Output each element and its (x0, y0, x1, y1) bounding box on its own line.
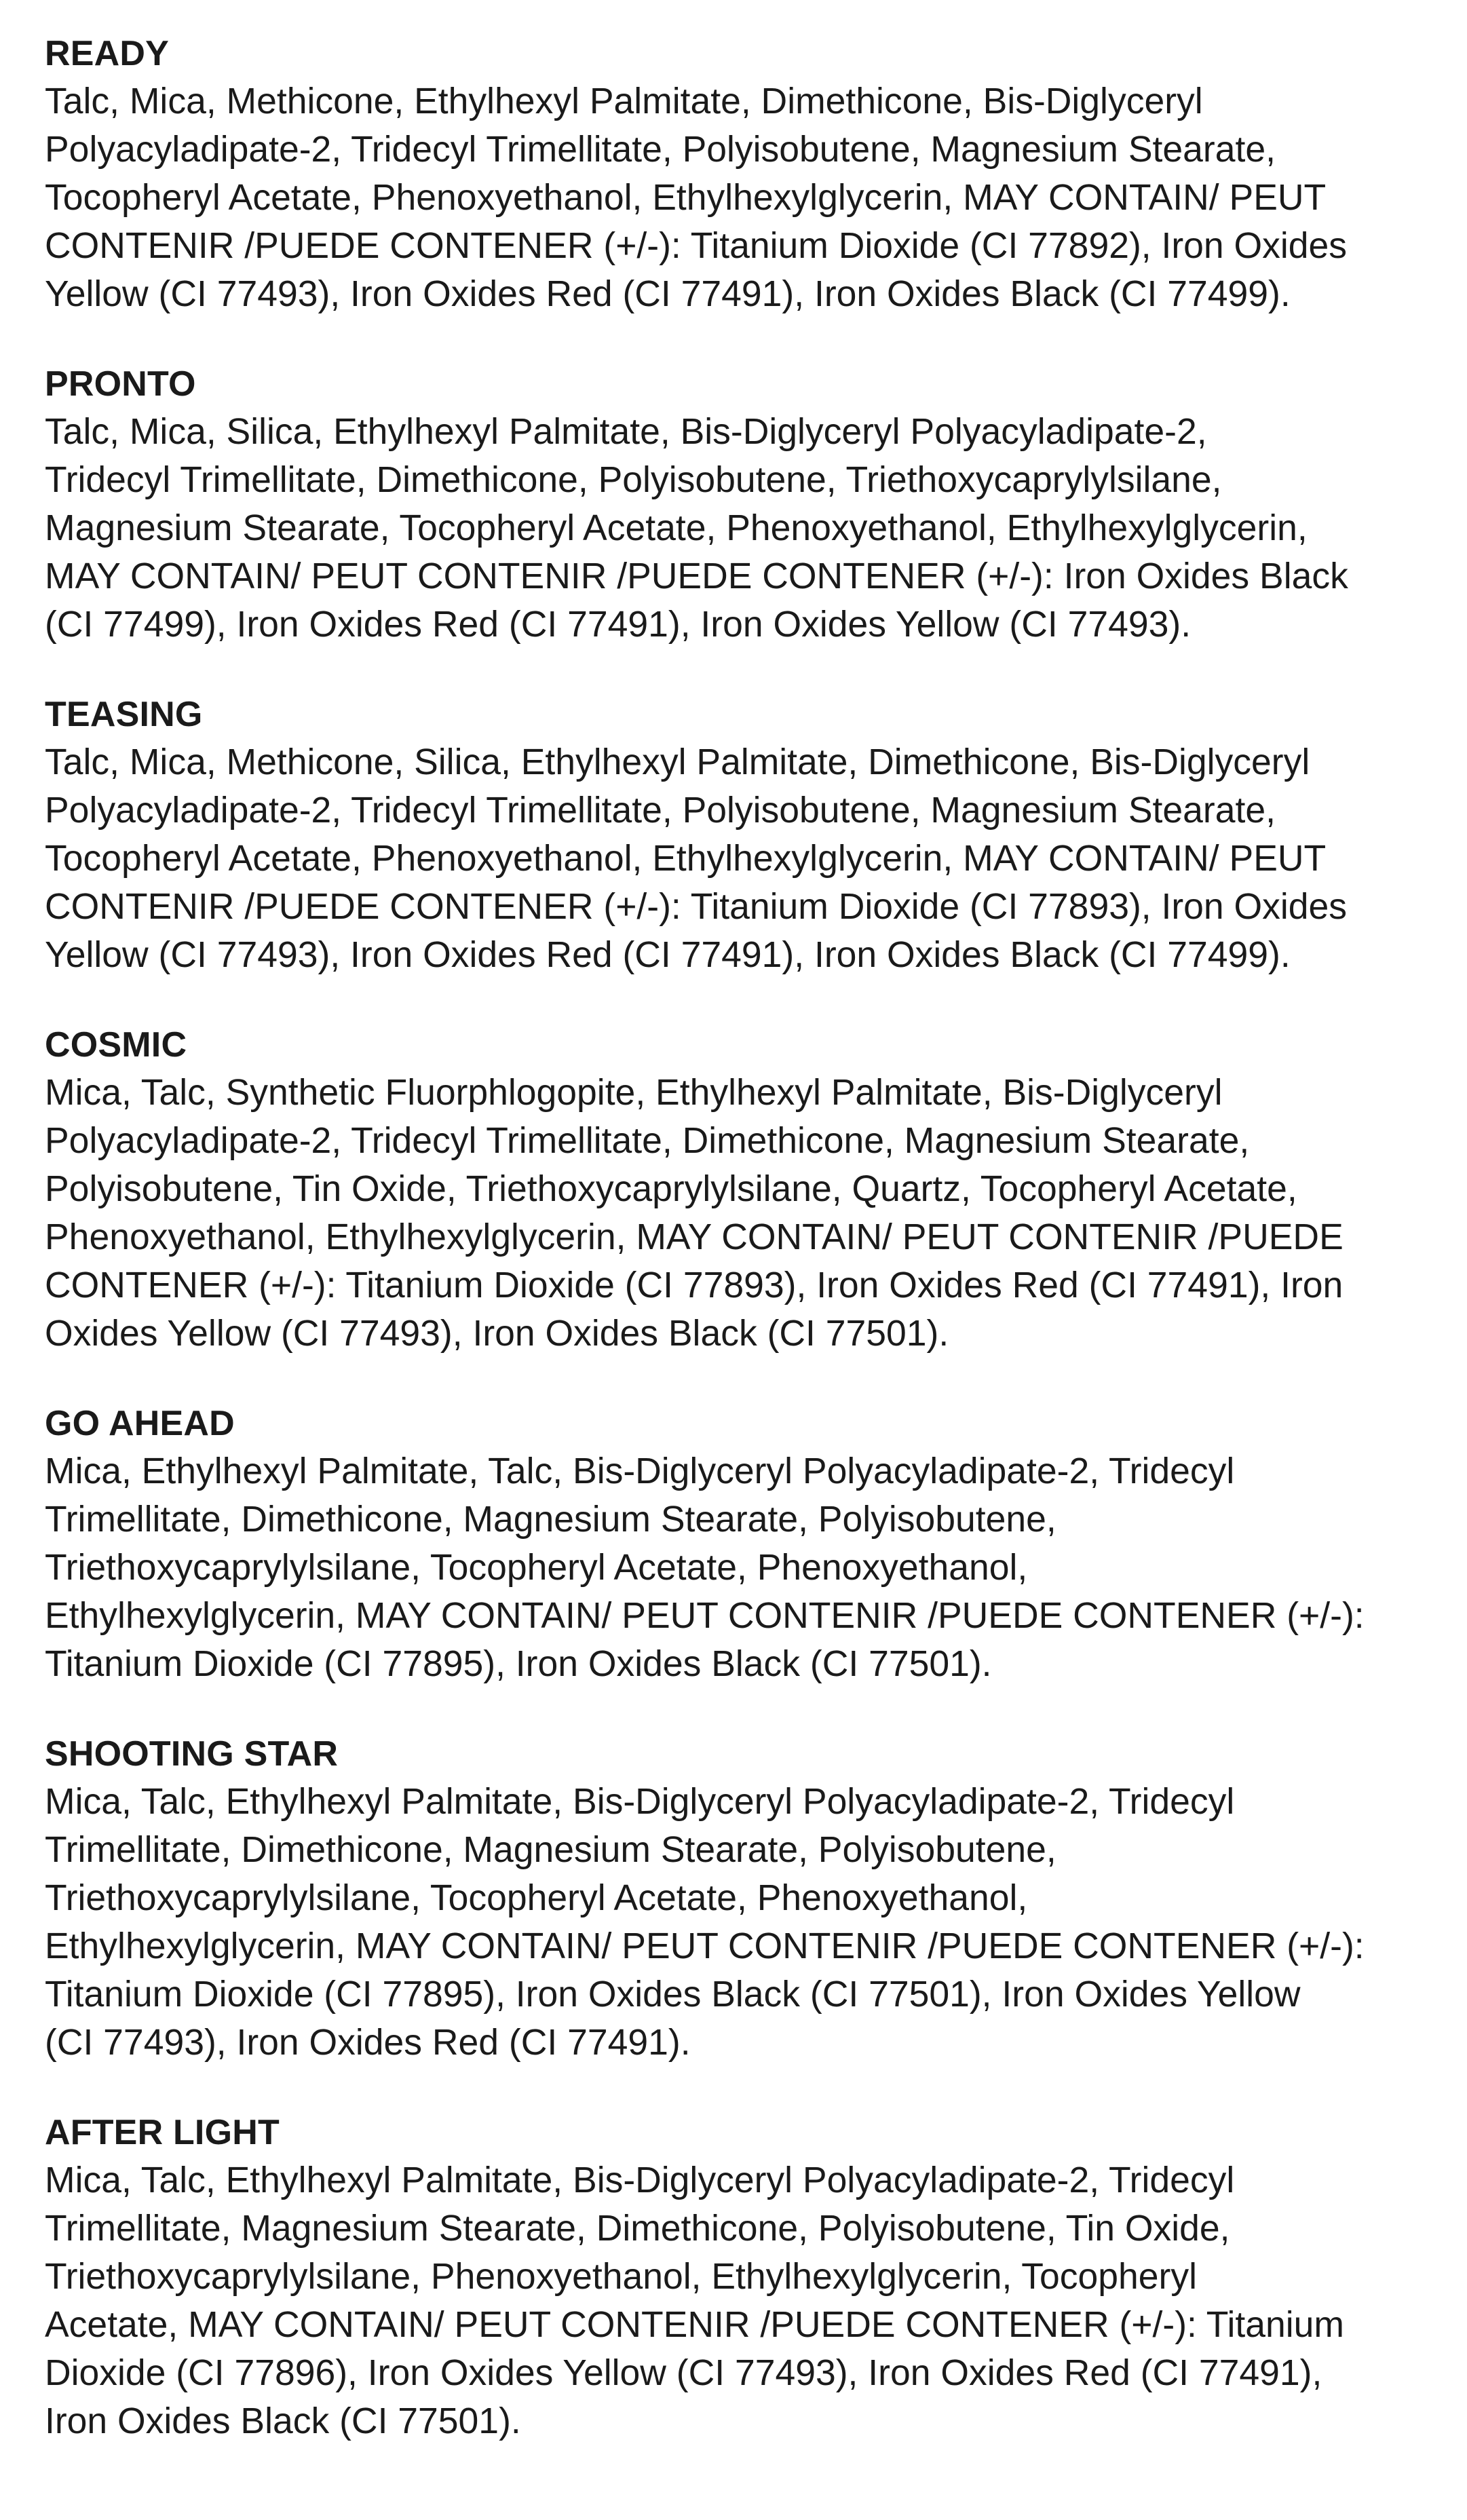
shade-section-after-light (45, 2109, 1433, 2445)
shade-ingredients: Mica, Ethylhexyl Palmitate, Talc, Bis-Diglyceryl Polyacyladipate-2, Tridecyl Trimellitate, Dimethicone, Magnesium Stearate, Polyisobutene, Triethoxycaprylylsilane, Tocopheryl Acetate, Phenoxyethanol, Ethylhexylglycerin, MAY CONTAIN/ PEUT CONTENIR /PUEDE CONTENER (+/-): Titanium Dioxide (CI 77895), Iron Oxides Black (CI 77501). (45, 1451, 1365, 1684)
shade-name: PRONTO (45, 364, 196, 404)
shade-section-cosmic (45, 1021, 1433, 1358)
shade-ingredients: Talc, Mica, Methicone, Silica, Ethylhexyl Palmitate, Dimethicone, Bis-Diglyceryl Polyacyladipate-2, Tridecyl Trimellitate, Polyisobutene, Magnesium Stearate, Tocopheryl Acetate, Phenoxyethanol, Ethylhexylglycerin, MAY CONTAIN/ PEUT CONTENIR /PUEDE CONTENER (+/-): Titanium Dioxide (CI 77893), Iron Oxides Yellow (CI 77493), Iron Oxides Red (CI 77491), Iron Oxides Black (CI 77499). (45, 742, 1348, 975)
shade-name: SHOOTING STAR (45, 1734, 339, 1774)
shade-name: GO AHEAD (45, 1404, 235, 1443)
shade-name: AFTER LIGHT (45, 2113, 280, 2152)
shade-section-teasing (45, 691, 1433, 979)
shade-section-pronto (45, 360, 1433, 649)
shade-ingredients: Mica, Talc, Synthetic Fluorphlogopite, Ethylhexyl Palmitate, Bis-Diglyceryl Polyacyladipate-2, Tridecyl Trimellitate, Dimethicone, Magnesium Stearate, Polyisobutene, Tin Oxide, Triethoxycaprylylsilane, Quartz, Tocopheryl Acetate, Phenoxyethanol, Ethylhexylglycerin, MAY CONTAIN/ PEUT CONTENIR /PUEDE CONTENER (+/-): Titanium Dioxide (CI 77893), Iron Oxides Red (CI 77491), Iron Oxides Yellow (CI 77493), Iron Oxides Black (CI 77501). (45, 1073, 1344, 1354)
shade-section-ready (45, 30, 1433, 318)
shade-section-shooting-star (45, 1730, 1433, 2067)
shade-name: TEASING (45, 695, 203, 734)
shade-section-go-ahead (45, 1400, 1433, 1688)
shade-ingredients: Mica, Talc, Ethylhexyl Palmitate, Bis-Diglyceryl Polyacyladipate-2, Tridecyl Trimellitate, Magnesium Stearate, Dimethicone, Polyisobutene, Tin Oxide, Triethoxycaprylylsilane, Phenoxyethanol, Ethylhexylglycerin, Tocopheryl Acetate, MAY CONTAIN/ PEUT CONTENIR /PUEDE CONTENER (+/-): Titanium Dioxide (CI 77896), Iron Oxides Yellow (CI 77493), Iron Oxides Red (CI 77491), Iron Oxides Black (CI 77501). (45, 2160, 1344, 2441)
shade-ingredients: Talc, Mica, Methicone, Ethylhexyl Palmitate, Dimethicone, Bis-Diglyceryl Polyacyladipate-2, Tridecyl Trimellitate, Polyisobutene, Magnesium Stearate, Tocopheryl Acetate, Phenoxyethanol, Ethylhexylglycerin, MAY CONTAIN/ PEUT CONTENIR /PUEDE CONTENER (+/-): Titanium Dioxide (CI 77892), Iron Oxides Yellow (CI 77493), Iron Oxides Red (CI 77491), Iron Oxides Black (CI 77499). (45, 81, 1348, 314)
shade-name: READY (45, 34, 170, 73)
shade-ingredients: Talc, Mica, Silica, Ethylhexyl Palmitate, Bis-Diglyceryl Polyacyladipate-2, Tridecyl Trimellitate, Dimethicone, Polyisobutene, Triethoxycaprylylsilane, Magnesium Stearate, Tocopheryl Acetate, Phenoxyethanol, Ethylhexylglycerin, MAY CONTAIN/ PEUT CONTENIR /PUEDE CONTENER (+/-): Iron Oxides Black (CI 77499), Iron Oxides Red (CI 77491), Iron Oxides Yellow (CI 77493). (45, 412, 1348, 645)
shade-ingredients: Mica, Talc, Ethylhexyl Palmitate, Bis-Diglyceryl Polyacyladipate-2, Tridecyl Trimellitate, Dimethicone, Magnesium Stearate, Polyisobutene, Triethoxycaprylylsilane, Tocopheryl Acetate, Phenoxyethanol, Ethylhexylglycerin, MAY CONTAIN/ PEUT CONTENIR /PUEDE CONTENER (+/-): Titanium Dioxide (CI 77895), Iron Oxides Black (CI 77501), Iron Oxides Yellow (CI 77493), Iron Oxides Red (CI 77491). (45, 1782, 1365, 2063)
shade-name: COSMIC (45, 1025, 187, 1065)
